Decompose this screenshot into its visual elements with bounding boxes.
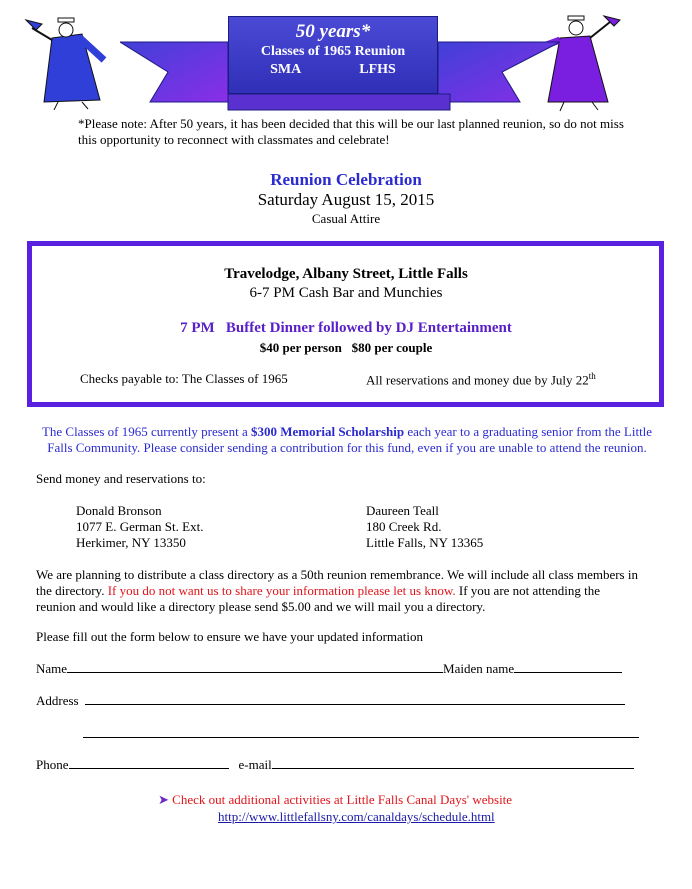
address-row	[36, 692, 625, 709]
checks-payable: Checks payable to: The Classes of 1965	[80, 371, 288, 386]
banner-subtitle: Classes of 1965 Reunion	[260, 44, 406, 59]
contact-2-name: Daureen Teall	[366, 503, 439, 518]
scholarship-pre: The Classes of 1965 currently present a	[41, 424, 251, 439]
event-attire: Casual Attire	[311, 211, 381, 226]
contact-1	[76, 503, 203, 551]
event-date: Saturday August 15, 2015	[257, 190, 435, 209]
canal-days-link[interactable]: http://www.littlefallsny.com/canaldays/schedule.html	[218, 809, 495, 824]
reunion-note: *Please note: After 50 years, it has been decided that this will be our last planned reunion, so do not miss this opportunity to reconnect with classmates and celebrate!	[78, 116, 624, 147]
arrow-bullet-icon: ➤	[158, 792, 169, 807]
maiden-field[interactable]	[514, 660, 622, 673]
graduate-left-illustration	[22, 10, 122, 110]
contact-2	[366, 503, 483, 551]
venue-location: Travelodge, Albany Street, Little Falls	[224, 266, 468, 282]
maiden-label: Maiden name	[443, 661, 515, 676]
form-intro: Please fill out the form below to ensure we have your updated information	[36, 629, 424, 644]
address-field-line-2[interactable]	[83, 737, 639, 738]
contact-1-street: 1077 E. German St. Ext.	[76, 519, 204, 534]
directory-warning: If you do not want us to share your information please let us know.	[107, 583, 456, 598]
phone-label: Phone	[36, 757, 69, 772]
banner-school-left: SMA	[270, 62, 302, 77]
directory-pre: We are planning to distribute a class directory as a 50th reunion remembrance. We will include all class members in the directory.	[36, 567, 638, 598]
activities-line	[158, 792, 512, 808]
name-row	[36, 660, 622, 677]
activities-text: Check out additional activities at Little Falls Canal Days' website	[172, 792, 513, 807]
address-field[interactable]	[85, 692, 625, 705]
contact-1-name: Donald Bronson	[76, 503, 162, 518]
banner-title: 50 years*	[295, 21, 371, 42]
directory-paragraph	[36, 567, 642, 615]
address-label: Address	[36, 693, 79, 708]
scholarship-post: each year to a graduating senior from the Little Falls Community. Please consider sending a contribution for this fund, even if you are unable to attend the reunion.	[47, 424, 653, 455]
event-heading: Reunion Celebration	[270, 170, 422, 189]
venue-dinner: 7 PM Buffet Dinner followed by DJ Entertainment	[180, 320, 512, 336]
deadline-suffix: th	[588, 371, 596, 381]
name-label: Name	[36, 661, 68, 676]
venue-cash-bar: 6-7 PM Cash Bar and Munchies	[249, 285, 443, 301]
contact-2-city: Little Falls, NY 13365	[366, 535, 484, 550]
email-field[interactable]	[272, 756, 634, 769]
name-field[interactable]	[67, 660, 443, 673]
phone-row	[36, 756, 634, 773]
banner-school-right: LFHS	[359, 62, 396, 77]
scholarship-paragraph	[36, 424, 658, 456]
email-label: e-mail	[238, 757, 272, 772]
phone-field[interactable]	[69, 756, 229, 769]
contact-1-city: Herkimer, NY 13350	[76, 535, 186, 550]
banner-box	[228, 16, 438, 94]
send-to-label: Send money and reservations to:	[36, 471, 206, 486]
directory-post: If you are not attending the reunion and would like a directory please send $5.00 and we will mail you a directory.	[36, 583, 601, 614]
scholarship-amount: $300 Memorial Scholarship	[250, 424, 405, 439]
contact-2-street: 180 Creek Rd.	[366, 519, 442, 534]
reservation-deadline: All reservations and money due by July 22	[366, 372, 589, 388]
venue-price: $40 per person $80 per couple	[259, 340, 433, 355]
